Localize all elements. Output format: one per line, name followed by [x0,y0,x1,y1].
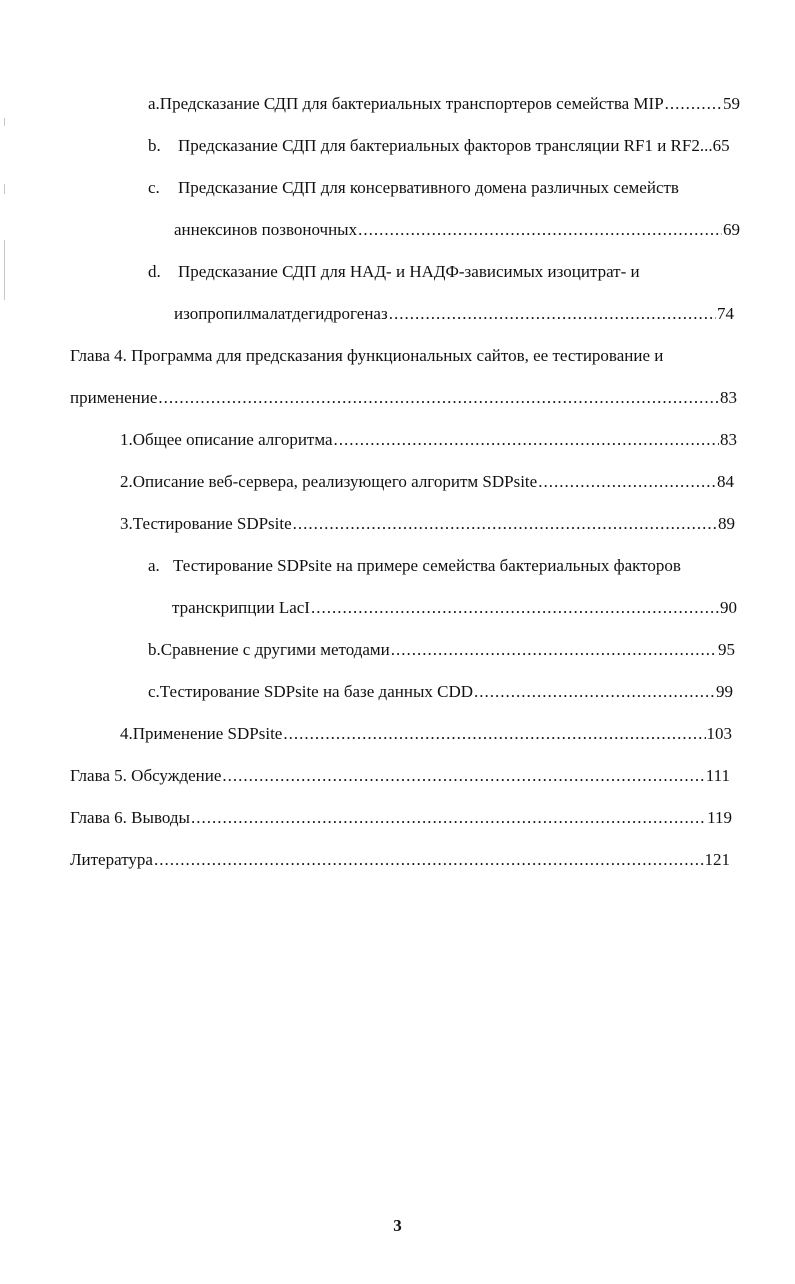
toc-entry-text: транскрипции LacI [172,598,310,617]
toc-page-number: 89 [718,514,735,533]
toc-chapter-heading[interactable] [70,850,730,870]
toc-page-number: 69 [723,220,740,239]
toc-entry-marker: 3. [120,514,133,533]
toc-entry[interactable] [120,514,735,534]
toc-entry-text: Тестирование SDPsite [132,514,292,533]
toc-entry-text: Применение SDPsite [132,724,283,743]
toc-entry-marker: 1. [120,430,133,449]
toc-entry[interactable] [148,682,733,702]
toc-page-number: 74 [717,304,734,323]
toc-entry-marker: c. [148,178,160,197]
toc-entry-marker: d. [148,262,161,281]
toc-entry-text: аннексинов позвоночных [174,220,358,239]
toc-chapter-heading[interactable] [70,808,732,828]
toc-entry[interactable] [148,640,735,660]
toc-entry-text: Общее описание алгоритма [132,430,333,449]
toc-entry-text: изопропилмалатдегидрогеназ [174,304,388,323]
toc-chapter-heading[interactable] [70,346,740,366]
toc-leader-dots [222,766,704,786]
toc-leader-dots [358,220,722,240]
toc-leader-dots [391,640,717,660]
toc-entry[interactable] [148,178,740,198]
scan-artifact [4,240,5,300]
toc-entry-marker: b. [148,136,161,155]
toc-entry-text: Предсказание СДП для бактериальных факторов трансляции RF1 и RF2 [178,136,700,155]
toc-chapter-heading-continuation[interactable] [70,388,737,408]
toc-entry[interactable] [148,262,740,282]
toc-leader-dots [665,94,722,114]
toc-entry[interactable] [148,556,740,576]
toc-entry-text: Глава 5. Обсуждение [70,766,222,785]
toc-chapter-heading[interactable] [70,766,730,786]
toc-leader-dots [283,724,705,744]
toc-entry-marker: 2. [120,472,133,491]
toc-entry-text: Описание веб-сервера, реализующего алгоритм SDPsite [132,472,538,491]
toc-leader-dots [389,304,716,324]
toc-entry-text: Глава 6. Выводы [70,808,190,827]
toc-page-number: 111 [705,766,730,785]
toc-entry-continuation[interactable] [174,220,740,240]
toc-leader-dots [293,514,717,534]
toc-leader-dots [334,430,719,450]
toc-leader-dots [191,808,706,828]
toc-entry-marker: 4. [120,724,133,743]
toc-entry[interactable] [148,94,740,114]
toc-leader-dots: ... [699,136,713,155]
toc-entry[interactable] [120,430,737,450]
toc-entry-text: Тестирование SDPsite на примере семейства бактериальных факторов [173,556,681,575]
toc-entry-marker: b. [148,640,161,659]
toc-entry[interactable] [148,136,740,156]
toc-entry-marker: c. [148,682,160,701]
toc-entry-marker: a. [148,94,160,113]
toc-page-number: 83 [720,430,737,449]
scan-artifact [4,118,5,126]
toc-entry[interactable] [120,724,732,744]
toc-leader-dots [154,850,704,870]
toc-page-number: 121 [704,850,730,869]
toc-page-number: 103 [706,724,732,743]
toc-page-number: 99 [716,682,733,701]
toc-page-number: 84 [717,472,734,491]
toc-entry-text: Сравнение с другими методами [160,640,390,659]
toc-entry-text: Тестирование SDPsite на базе данных CDD [159,682,474,701]
toc-leader-dots [538,472,716,492]
scan-artifact [4,184,5,194]
toc-page-number: 119 [707,808,732,827]
toc-entry-continuation[interactable] [172,598,737,618]
toc-entry-text: Предсказание СДП для НАД- и НАДФ-зависимых изоцитрат- и [178,262,640,281]
toc-entry-text: применение [70,388,158,407]
toc-entry-continuation[interactable] [174,304,734,324]
toc-entry-text: Предсказание СДП для консервативного домена различных семейств [178,178,679,197]
toc-entry-marker: a. [148,556,160,575]
toc-entry-text: Предсказание СДП для бактериальных транспортеров семейства MIP [159,94,664,113]
toc-page-number: 65 [712,136,730,155]
toc-page-number: 95 [718,640,735,659]
toc-leader-dots [474,682,715,702]
toc-entry-text: Глава 4. Программа для предсказания функциональных сайтов, ее тестирование и [70,346,664,365]
toc-entry-text: Литература [70,850,153,869]
toc-page-number: 90 [720,598,737,617]
page-number-footer: 3 [393,1216,402,1235]
toc-entry[interactable] [120,472,734,492]
toc-leader-dots [158,388,719,408]
toc-leader-dots [311,598,719,618]
toc-page-number: 59 [723,94,740,113]
toc-page-number: 83 [720,388,737,407]
